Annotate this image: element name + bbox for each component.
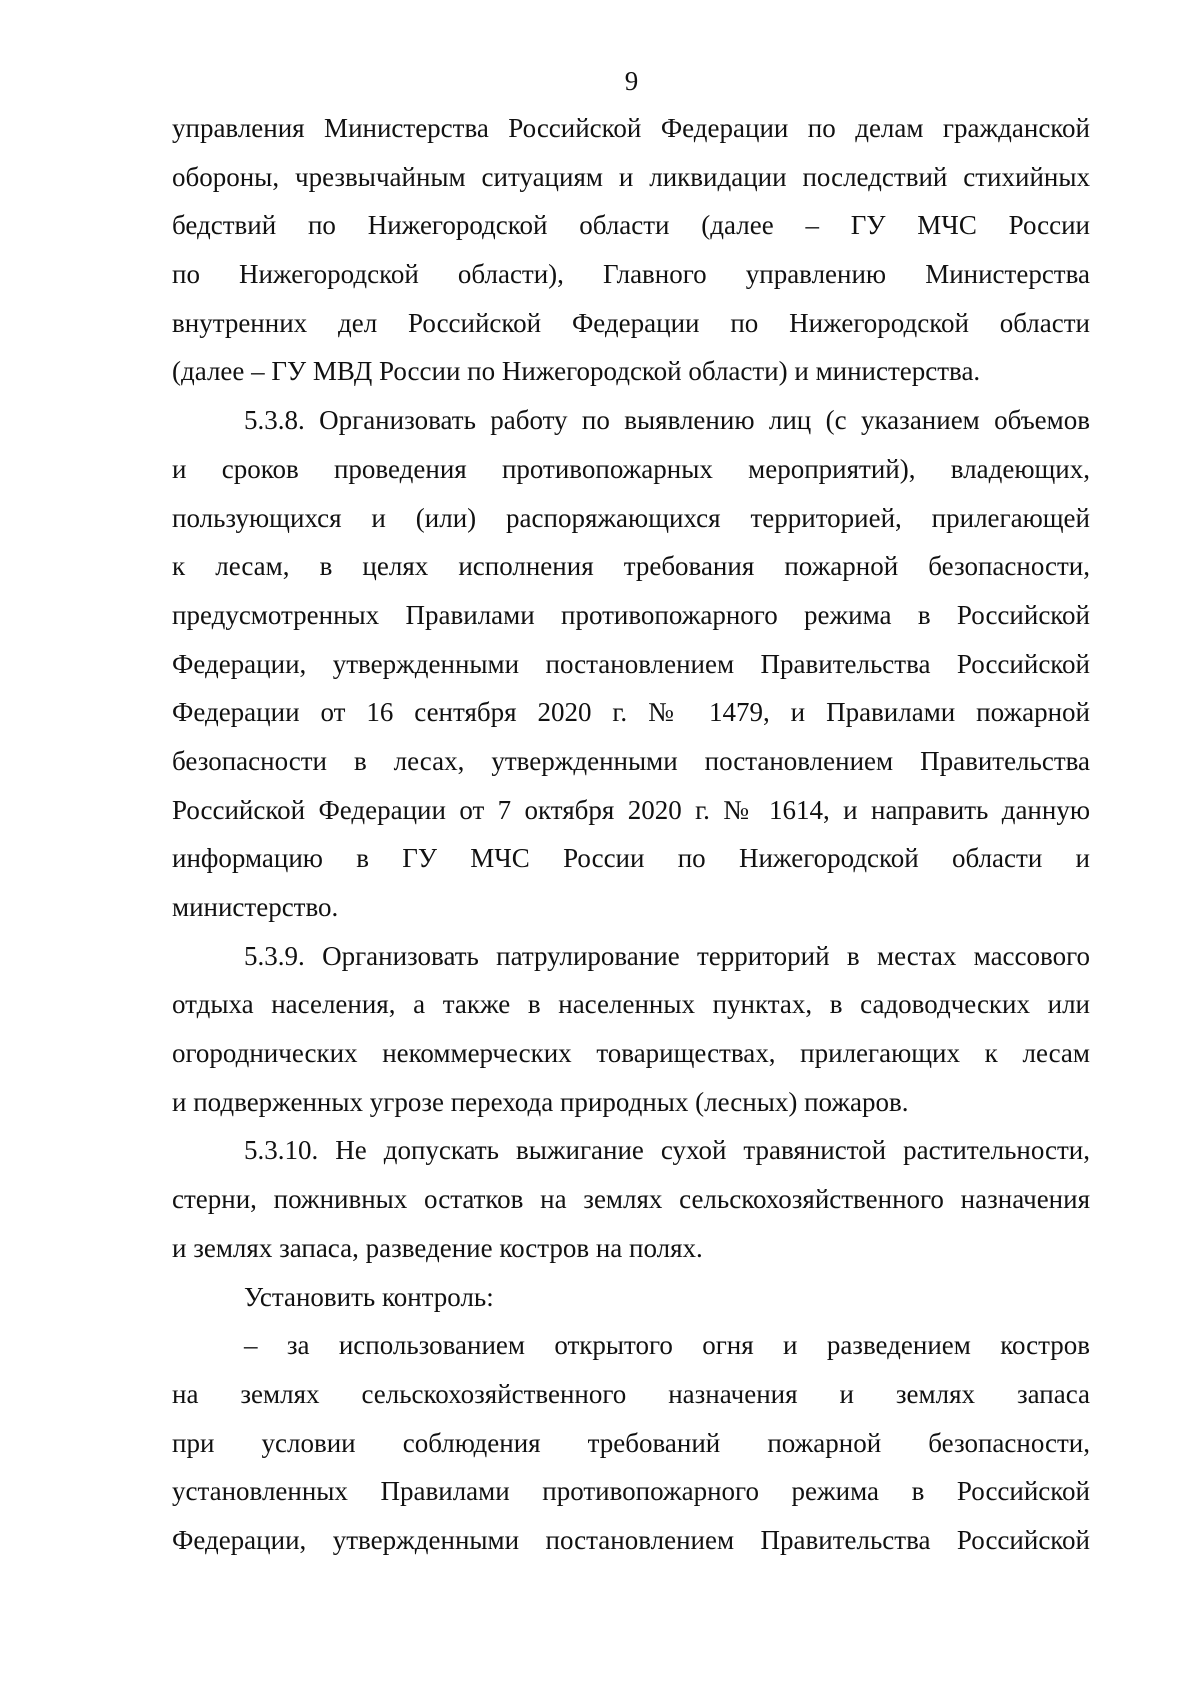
text-line: 5.3.9. Организовать патрулирование территорий в местах массового bbox=[244, 940, 1090, 971]
text-line: управления Министерства Российской Федерации по делам гражданской bbox=[172, 113, 1090, 143]
text-line: 5.3.10. Не допускать выжигание сухой травянистой растительности, bbox=[244, 1135, 1090, 1166]
page-number: 9 bbox=[624, 66, 639, 96]
text-line: установленных Правилами противопожарного режима в Российской bbox=[172, 1476, 1090, 1507]
text-line: к лесам, в целях исполнения требования пожарной безопасности, bbox=[172, 551, 1090, 582]
text-line: при условии соблюдения требований пожарной безопасности, bbox=[172, 1427, 1090, 1458]
paragraph-control-item-open-fire bbox=[172, 1321, 1090, 1564]
text-line: и сроков проведения противопожарных мероприятий), владеющих, bbox=[172, 453, 1090, 484]
document-body bbox=[172, 104, 1090, 1565]
text-line: и землях запаса, разведение костров на полях. bbox=[172, 1232, 703, 1263]
text-line: отдыха населения, а также в населенных пунктах, в садоводческих или bbox=[172, 989, 1090, 1020]
text-line: министерство. bbox=[172, 892, 339, 922]
text-line: информацию в ГУ МЧС России по Нижегородской области и bbox=[172, 843, 1090, 874]
text-line: Федерации от 16 сентября 2020 г. № 1479, и Правилами пожарной bbox=[172, 697, 1090, 728]
text-line: пользующихся и (или) распоряжающихся территорией, прилегающей bbox=[172, 502, 1090, 533]
text-line: 5.3.8. Организовать работу по выявлению лиц (с указанием объемов bbox=[244, 405, 1090, 436]
paragraph-5-3-9 bbox=[172, 932, 1090, 1127]
text-line: бедствий по Нижегородской области (далее – ГУ МЧС России bbox=[172, 210, 1090, 241]
text-line: Федерации, утвержденными постановлением Правительства Российской bbox=[172, 648, 1090, 679]
text-line: стерни, пожнивных остатков на землях сельскохозяйственного назначения bbox=[172, 1184, 1090, 1215]
text-line: (далее – ГУ МВД России по Нижегородской области) и министерства. bbox=[172, 356, 981, 387]
text-line: Российской Федерации от 7 октября 2020 г. № 1614, и направить данную bbox=[172, 794, 1090, 825]
text-line: на землях сельскохозяйственного назначения и землях запаса bbox=[172, 1378, 1090, 1409]
text-line: Установить контроль: bbox=[244, 1281, 494, 1312]
text-line: и подверженных угрозе перехода природных (лесных) пожаров. bbox=[172, 1086, 909, 1117]
text-line: огороднических некоммерческих товариществах, прилегающих к лесам bbox=[172, 1038, 1090, 1069]
text-line: внутренних дел Российской Федерации по Нижегородской области bbox=[172, 307, 1090, 338]
text-line: Федерации, утвержденными постановлением Правительства Российской bbox=[172, 1524, 1090, 1555]
paragraph-5-3-8 bbox=[172, 396, 1090, 932]
text-line: обороны, чрезвычайным ситуациям и ликвидации последствий стихийных bbox=[172, 161, 1090, 192]
text-line: – за использованием открытого огня и разведением костров bbox=[244, 1330, 1090, 1361]
text-line: по Нижегородской области), Главного управлению Министерства bbox=[172, 259, 1090, 290]
paragraph-establish-control bbox=[172, 1273, 1090, 1322]
paragraph-gu-mchs-continuation bbox=[172, 104, 1090, 396]
paragraph-5-3-10 bbox=[172, 1126, 1090, 1272]
text-line: предусмотренных Правилами противопожарного режима в Российской bbox=[172, 599, 1090, 630]
text-line: безопасности в лесах, утвержденными постановлением Правительства bbox=[172, 745, 1090, 776]
